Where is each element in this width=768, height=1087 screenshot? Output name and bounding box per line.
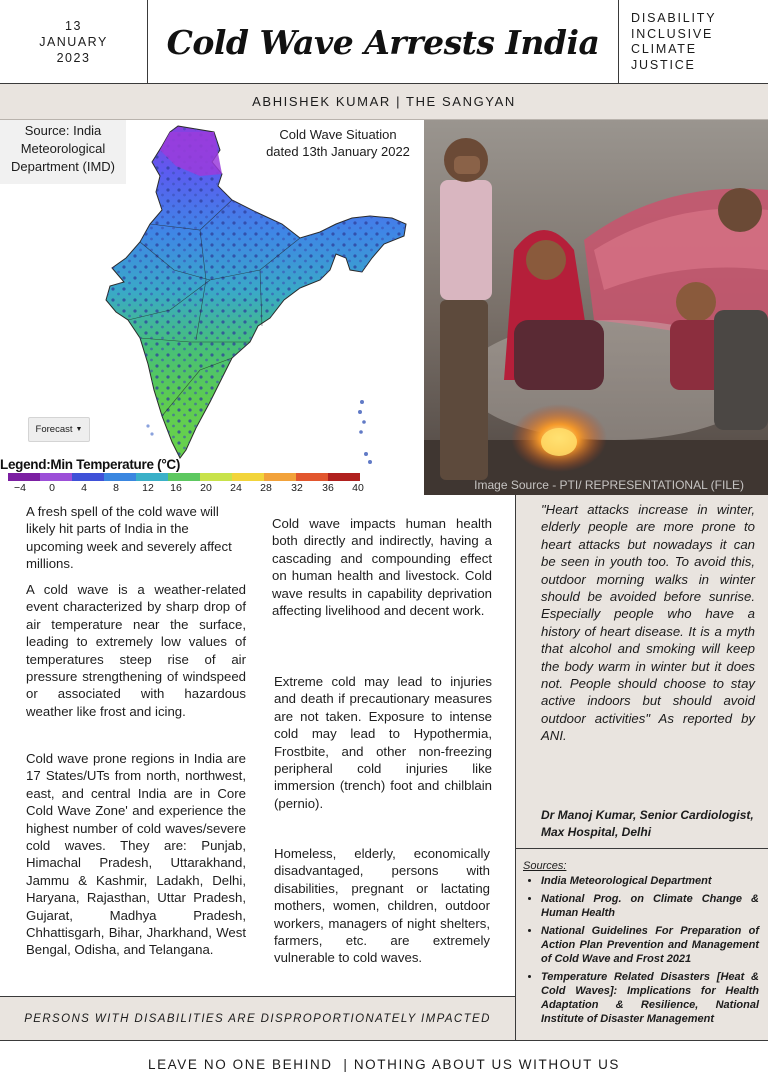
map-caption-line: dated 13th January 2022 — [266, 144, 410, 159]
legend-tick: 16 — [170, 482, 182, 494]
forecast-label: Forecast — [35, 424, 73, 435]
date-day: 13 — [65, 19, 82, 33]
map-source-line: Meteorological — [20, 141, 106, 156]
quote-author: Dr Manoj Kumar, Senior Cardiologist, Max Hospital, Delhi — [541, 808, 754, 839]
column-1-regions — [26, 750, 246, 959]
caret-down-icon: ▼ — [75, 426, 83, 433]
footer-text: LEAVE NO ONE BEHIND | NOTHING ABOUT US WITHOUT US — [147, 1056, 621, 1072]
sources-list — [523, 859, 759, 1030]
injuries-paragraph: Extreme cold may lead to injuries and death if precautionary measures are not taken. Exposure to intense cold may lead to Hypothermia, Frostbite, and other non-freezing peripheral cold injuries like immersion (trench) foot and chilblain (pernio). — [274, 674, 492, 811]
legend-title: Legend:Min Temperature (°C) — [0, 457, 181, 472]
issue-date — [0, 0, 148, 84]
byline: ABHISHEK KUMAR | THE SANGYAN — [0, 84, 768, 120]
sources-heading: Sources: — [523, 860, 567, 872]
andaman-islands — [358, 400, 372, 464]
cold-wave-photo — [424, 120, 768, 495]
doctor-quote: "Heart attacks increase in winter, elderly people are more prone to heart attacks but nowadays it can be seen in youth too. To avoid this, outdoor morning walks in winter should be avoided before sunrise. Especially people who have a history of heart disease. It is a myth that alcohol and smoking will keep the body warm in winter but it does not. People should choose to stay active indoors but should avoid outdoor activities" As reported by ANI. — [541, 502, 755, 744]
legend-tick: 4 — [81, 482, 87, 494]
impacts-paragraph: Cold wave impacts human health both directly and indirectly, having a cascading and compounding effect on human health and livestock. Cold wave results in capability deprivation affecting livelihood and decent work. — [272, 516, 492, 619]
tag-line: DISABILITY — [631, 11, 717, 25]
legend-tick: 28 — [260, 482, 272, 494]
legend-tick: 24 — [230, 482, 242, 494]
source-item: • India Meteorological Department — [541, 874, 759, 888]
page-title: Cold Wave Arrests India — [166, 22, 600, 62]
map-caption — [258, 126, 418, 160]
tag-line: CLIMATE — [631, 42, 697, 56]
map-source-label — [0, 120, 126, 184]
forecast-dropdown[interactable] — [28, 417, 90, 442]
column-2-vulnerable — [274, 845, 490, 967]
date-month: JANUARY — [39, 35, 108, 49]
title-area — [148, 0, 618, 84]
vulnerable-paragraph: Homeless, elderly, economically disadvantaged, persons with disabilities, pregnant or lactating mothers, women, children, outdoor workers, managers of night shelters, farmers, etc. are extremely vulnerable to cold waves. — [274, 846, 490, 966]
theme-tag — [618, 0, 768, 84]
photo-credit: Image Source - PTI/ REPRESENTATIONAL (FILE) — [474, 478, 744, 492]
definition-paragraph: A cold wave is a weather-related event characterized by sharp drop of air temperature near the surface, leading to extremely low values of temperatures steep rise of air pressure strengthening of windspeed or associated with hazardous weather like frost and icing. — [26, 582, 246, 719]
standing-child — [440, 138, 492, 480]
column-1 — [26, 503, 246, 573]
column-1-definition — [26, 581, 246, 720]
disability-banner: PERSONS WITH DISABILITIES ARE DISPROPORTIONATELY IMPACTED — [0, 996, 515, 1040]
legend-tick: 12 — [142, 482, 154, 494]
legend-tick: 0 — [49, 482, 55, 494]
map-source-line: Department (IMD) — [10, 159, 116, 174]
temperature-map — [0, 120, 424, 495]
legend-tick: −4 — [14, 482, 26, 494]
footer-slogan — [0, 1040, 768, 1087]
column-2-impacts — [272, 515, 492, 619]
legend-tick: 32 — [291, 482, 303, 494]
tag-line: JUSTICE — [631, 57, 696, 72]
header — [0, 0, 768, 84]
legend-color-bar — [8, 473, 360, 481]
legend-tick: 8 — [113, 482, 119, 494]
source-item: • National Guidelines For Preparation of Action Plan Prevention and Management of Cold Wave and Frost 2021 — [541, 924, 759, 966]
regions-paragraph: Cold wave prone regions in India are 17 States/UTs from north, northwest, east, and central India are in Core Cold Wave Zone' and experience the highest number of cold waves/severe cold waves. They are: Punjab, Himachal Pradesh, Uttarakhand, Jammu & Kashmir, Ladakh, Delhi, Haryana, Rajasthan, Uttar Pradesh, Gujarat, Madhya Pradesh, Chhattisgarh, Bihar, Jharkhand, West Bengal, Odisha, and Telangana. — [26, 751, 246, 958]
legend-tick: 36 — [322, 482, 334, 494]
column-2-injuries — [274, 673, 492, 812]
source-item: • Temperature Related Disasters [Heat & Cold Waves]: Implications for Health Adaptation & Resilience, National Institute of Disaster Management — [541, 970, 759, 1026]
divider — [515, 848, 768, 849]
legend-tick: 20 — [200, 482, 212, 494]
map-source-line: Source: India — [24, 123, 102, 138]
intro-paragraph: A fresh spell of the cold wave will likely hit parts of India in the upcoming week and severely affect millions. — [26, 504, 232, 572]
lakshadweep — [146, 424, 153, 435]
date-year: 2023 — [56, 51, 91, 65]
map-caption-line: Cold Wave Situation — [279, 127, 397, 142]
source-item: • National Prog. on Climate Change & Human Health — [541, 892, 759, 920]
legend-tick: 40 — [352, 482, 364, 494]
tag-line: INCLUSIVE — [631, 26, 714, 41]
legend-ticks — [0, 482, 380, 495]
photo-illustration — [424, 120, 768, 495]
